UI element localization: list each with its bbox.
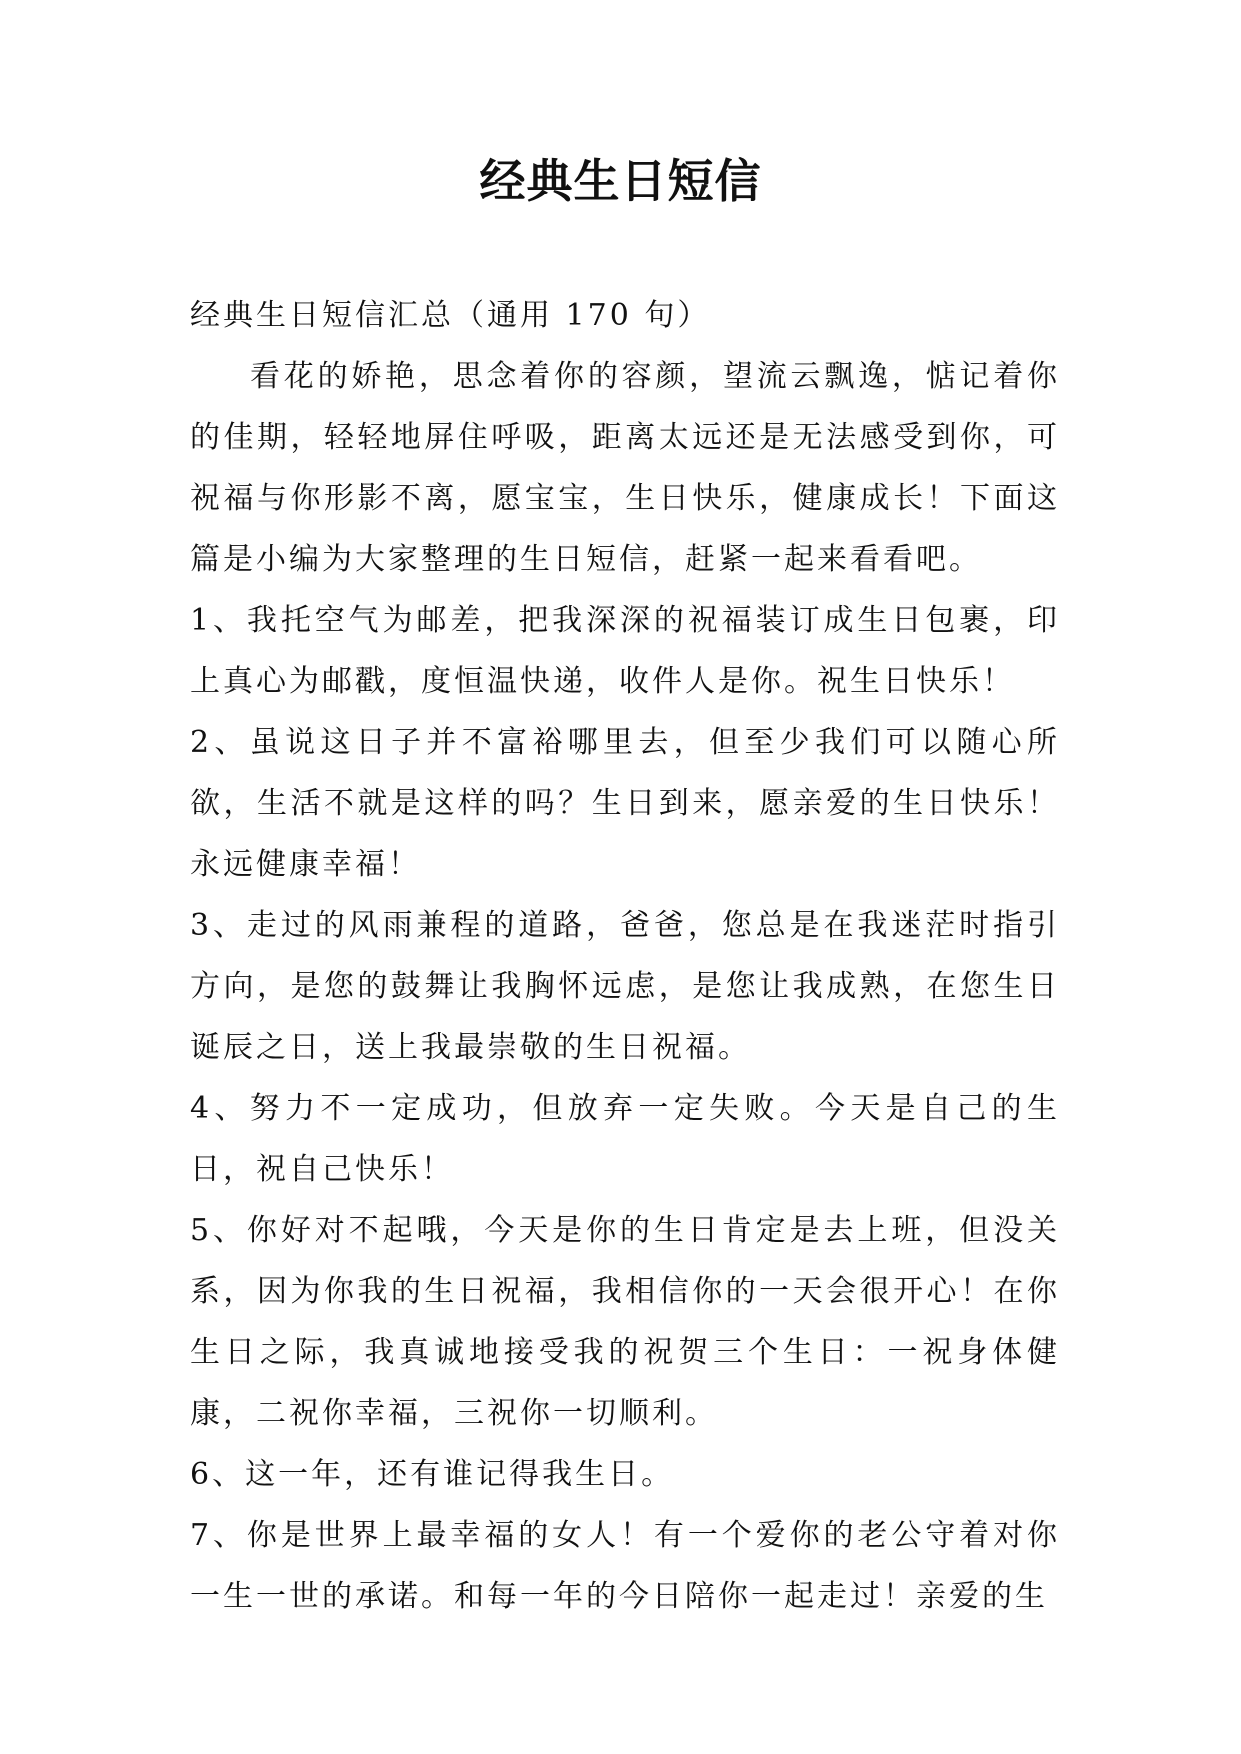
document-subtitle: 经典生日短信汇总（通用 170 句） — [190, 298, 711, 333]
document-body — [190, 285, 1060, 1627]
list-item: 1、我托空气为邮差，把我深深的祝福装订成生日包裹，印上真心为邮戳，度恒温快递，收件人是你。祝生日快乐！ — [190, 603, 1060, 699]
list-item: 5、你好对不起哦，今天是你的生日肯定是去上班，但没关系，因为你我的生日祝福，我相信你的一天会很开心！在你生日之际，我真诚地接受我的祝贺三个生日：一祝身体健康，二祝你幸福，三祝你一切顺利。 — [190, 1213, 1060, 1431]
list-item: 7、你是世界上最幸福的女人！有一个爱你的老公守着对你一生一世的承诺。和每一年的今日陪你一起走过！亲爱的生 — [190, 1518, 1060, 1614]
list-item: 3、走过的风雨兼程的道路，爸爸，您总是在我迷茫时指引方向，是您的鼓舞让我胸怀远虑，是您让我成熟，在您生日诞辰之日，送上我最崇敬的生日祝福。 — [190, 908, 1060, 1065]
list-item: 6、这一年，还有谁记得我生日。 — [190, 1457, 675, 1492]
intro-paragraph: 看花的娇艳，思念着你的容颜，望流云飘逸，惦记着你的佳期，轻轻地屏住呼吸，距离太远还是无法感受到你，可祝福与你形影不离，愿宝宝，生日快乐，健康成长！下面这篇是小编为大家整理的生日短信，赶紧一起来看看吧。 — [190, 359, 1060, 577]
list-item: 2、虽说这日子并不富裕哪里去，但至少我们可以随心所欲，生活不就是这样的吗？生日到来，愿亲爱的生日快乐！永远健康幸福！ — [190, 725, 1060, 882]
document-title: 经典生日短信 — [479, 154, 762, 208]
list-item: 4、努力不一定成功，但放弃一定失败。今天是自己的生日，祝自己快乐！ — [190, 1091, 1060, 1187]
